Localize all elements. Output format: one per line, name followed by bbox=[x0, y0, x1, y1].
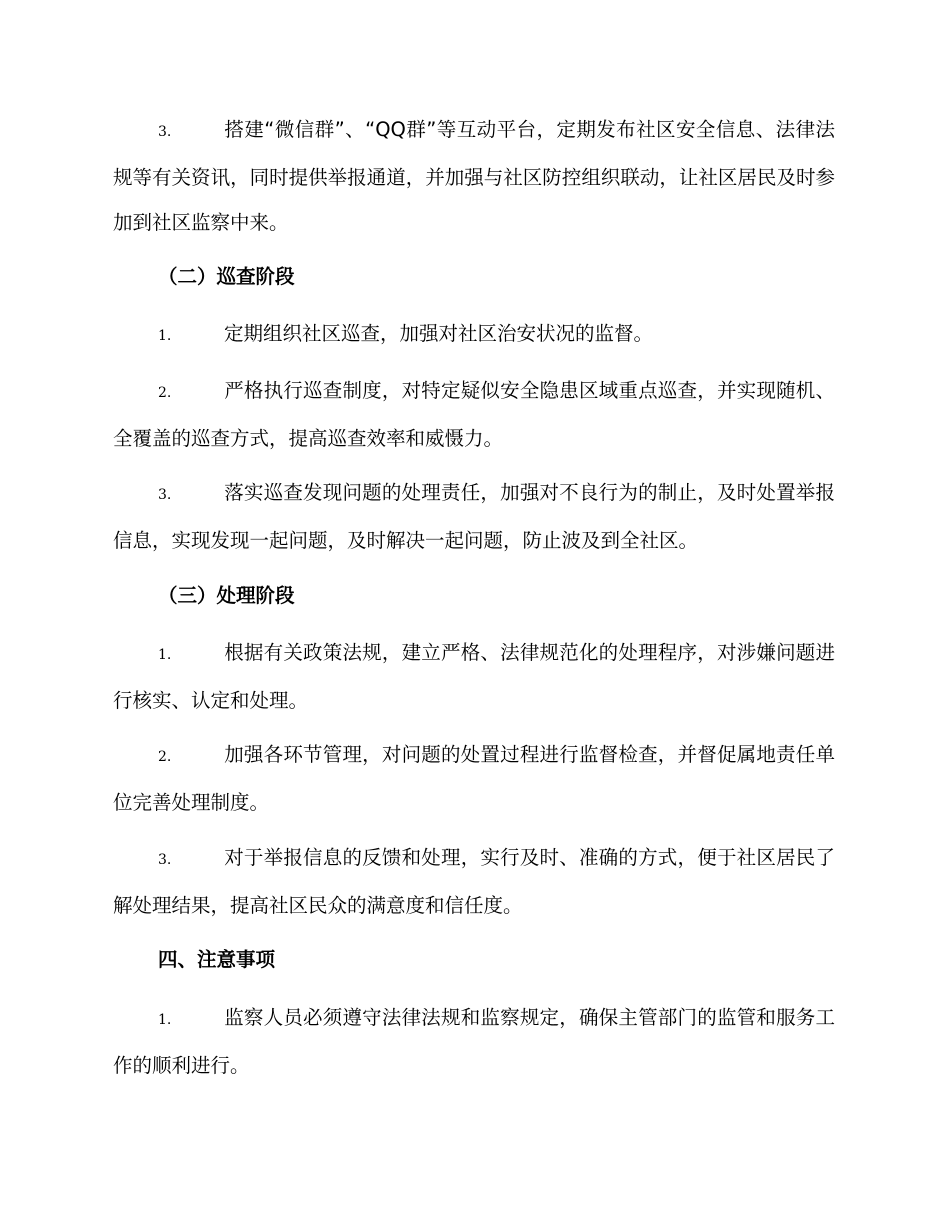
item-number: 3. bbox=[158, 124, 172, 140]
item-number: 1. bbox=[158, 328, 172, 344]
item-text: 严格执行巡查制度，对特定疑似安全隐患区域重点巡查，并实现随机、全覆盖的巡查方式，提高巡查效率和威慑力。 bbox=[113, 379, 835, 450]
section-heading-text: （三）处理阶段 bbox=[158, 584, 295, 607]
list-item bbox=[113, 630, 835, 723]
section-heading bbox=[113, 937, 835, 982]
item-text: 对于举报信息的反馈和处理，实行及时、准确的方式，便于社区居民了解处理结果，提高社区民众的满意度和信任度。 bbox=[113, 846, 835, 917]
item-number: 2. bbox=[158, 749, 172, 765]
item-number: 1. bbox=[158, 1012, 172, 1028]
item-text: 根据有关政策法规，建立严格、法律规范化的处理程序，对涉嫌问题进行核实、认定和处理。 bbox=[113, 641, 835, 712]
list-item bbox=[113, 732, 835, 825]
list-item bbox=[113, 470, 835, 563]
item-number: 3. bbox=[158, 852, 172, 868]
item-number: 2. bbox=[158, 385, 172, 401]
item-number: 1. bbox=[158, 647, 172, 663]
item-text: 搭建“微信群”、“QQ群”等互动平台，定期发布社区安全信息、法律法规等有关资讯，同时提供举报通道，并加强与社区防控组织联动，让社区居民及时参加到社区监察中来。 bbox=[113, 118, 835, 234]
list-item bbox=[113, 835, 835, 928]
item-number: 3. bbox=[158, 487, 172, 503]
section-heading-text: （二）巡查阶段 bbox=[158, 265, 295, 288]
list-item bbox=[113, 107, 835, 245]
section-heading bbox=[113, 254, 835, 299]
item-text: 加强各环节管理，对问题的处置过程进行监督检查，并督促属地责任单位完善处理制度。 bbox=[113, 743, 835, 814]
item-text: 监察人员必须遵守法律法规和监察规定，确保主管部门的监管和服务工作的顺利进行。 bbox=[113, 1006, 835, 1077]
item-text: 落实巡查发现问题的处理责任，加强对不良行为的制止，及时处置举报信息，实现发现一起问题，及时解决一起问题，防止波及到全社区。 bbox=[113, 481, 835, 552]
list-item bbox=[113, 995, 835, 1088]
list-item bbox=[113, 311, 835, 359]
section-heading bbox=[113, 573, 835, 618]
section-heading-text: 四、注意事项 bbox=[158, 948, 276, 971]
list-item bbox=[113, 368, 835, 461]
item-text: 定期组织社区巡查，加强对社区治安状况的监督。 bbox=[224, 322, 654, 345]
